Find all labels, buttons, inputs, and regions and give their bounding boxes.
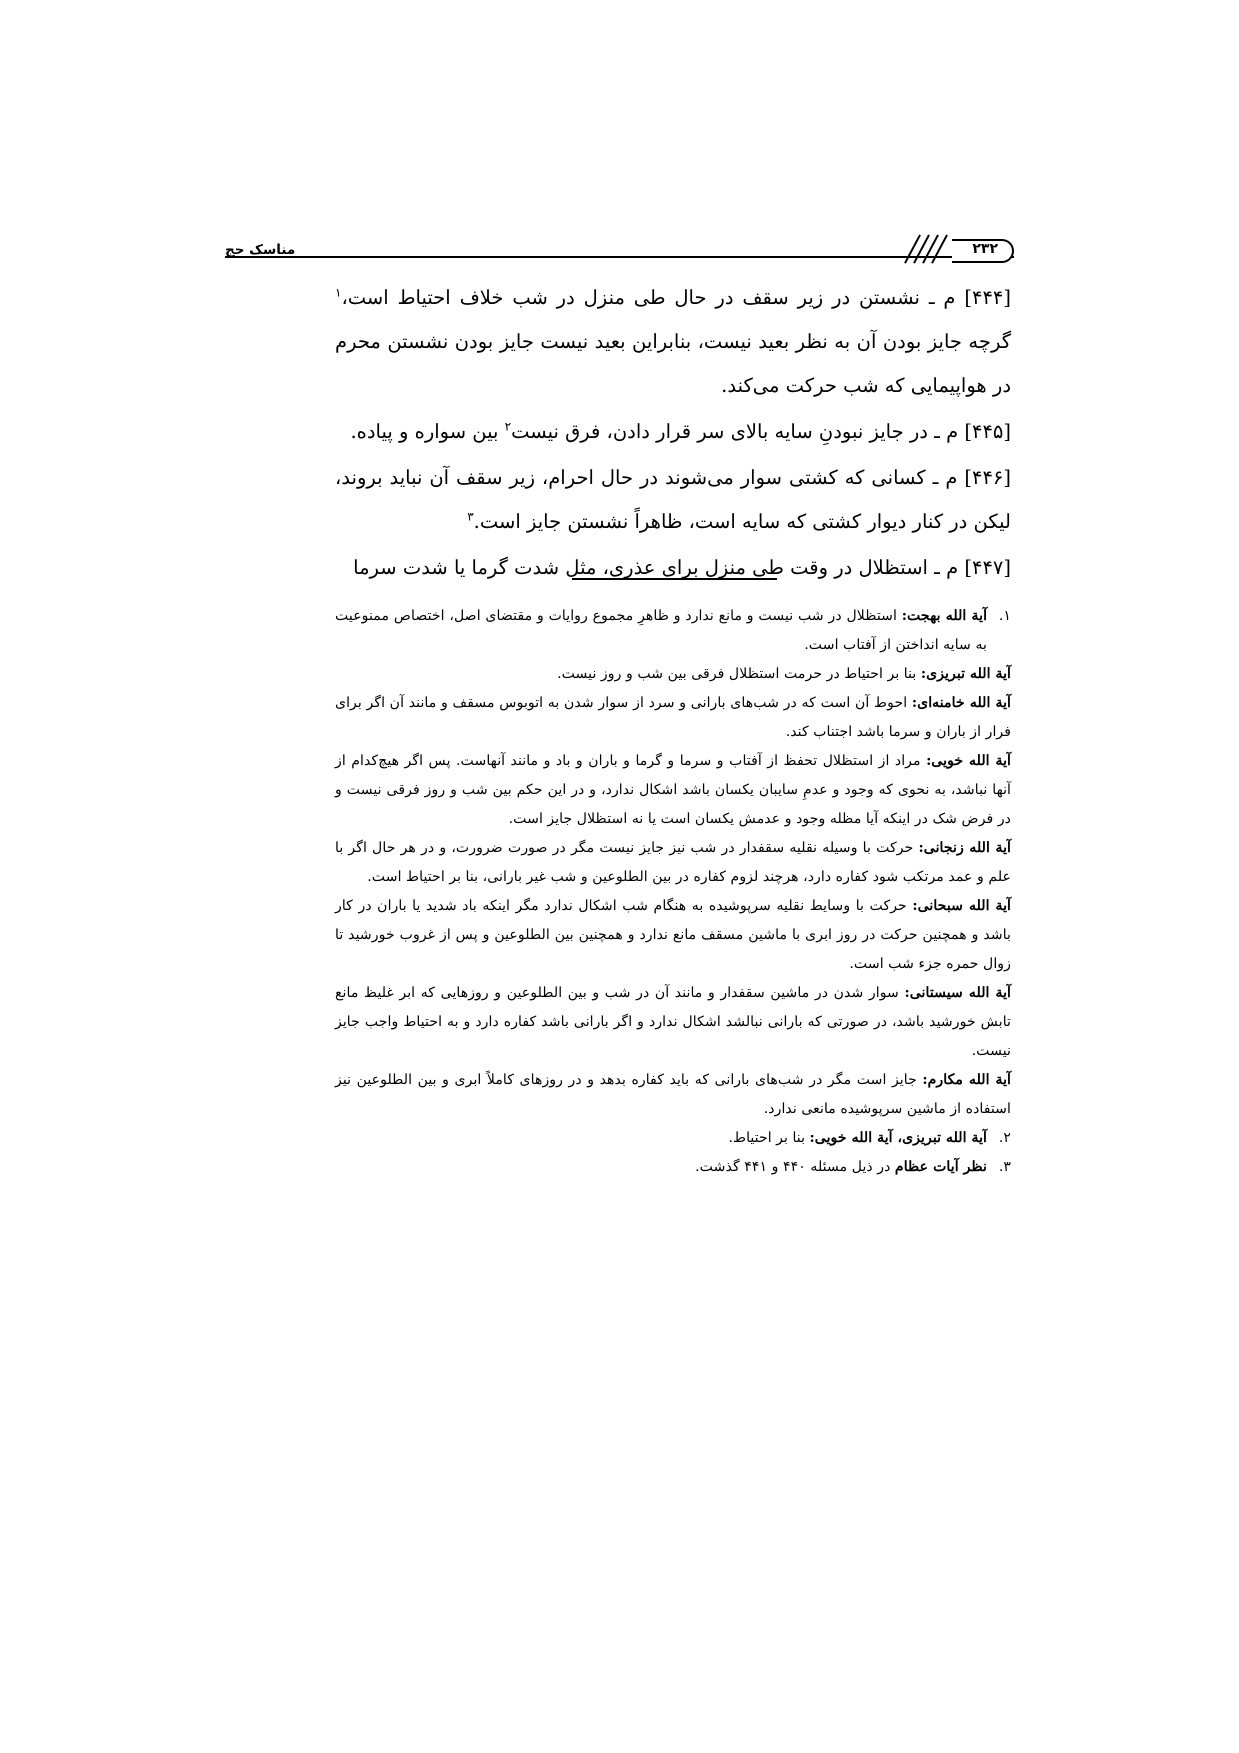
authority-bahjat-text: استظلال در شب نیست و مانع ندارد و ظاهرِ مجموع روایات و مقتضای اصل، اختصاص ممنوعیت به سایه انداختن از آفتاب است.: [335, 608, 987, 653]
ruling-number: [۴۴۷]: [964, 556, 1011, 579]
authority-makarem: آیة الله مکارم:: [922, 1072, 1011, 1088]
footnote-ref-2[interactable]: ۲: [504, 419, 512, 434]
ruling-dash: ـ: [928, 286, 935, 309]
authority-tabrizi-text: بنا بر احتیاط در حرمت استظلال فرقی بین شب و روز نیست.: [557, 666, 917, 682]
ruling-marker: م: [943, 286, 956, 309]
body-text: [335, 276, 1011, 590]
footnote-3: [335, 1153, 1011, 1182]
authority-zanjani-text: حرکت با وسیله نقلیه سقفدار در شب نیز جایز نیست مگر در صورت ضرورت، و در هر حال اگر با علم و عمد مرتکب شود کفاره دارد، هرچند لزوم کفاره در بین الطلوعین و شب غیر بارانی، بنا بر احتیاط است.: [335, 840, 1011, 885]
ruling-marker: م: [946, 556, 959, 579]
authority-tabrizi: آیة الله تبریزی:: [920, 666, 1011, 682]
header-rule: [225, 256, 1014, 258]
ruling-text: کسانی که کشتی سوار می‌شوند در حال احرام، زیر سقف آن نباید بروند، لیکن در کنار دیوار کشتی که سایه است، ظاهراً نشستن جایز است.: [335, 466, 1011, 533]
authority-khoei: آیة الله خویی:: [926, 753, 1011, 769]
ruling-marker: م: [946, 420, 959, 443]
authority-ayat-ezam: نظر آیات عظام: [894, 1159, 987, 1175]
footnote-body: [335, 1153, 987, 1182]
authority-khoei-text: مراد از استظلال تحفظ از آفتاب و سرما و گرما و باران و باد و مانند آنهاست. پس اگر هیچ‌کدام از آنها نباشد، به نحوی که وجود و عدمِ سایبان یکسان باشد اشکال ندارد، و در این حکم بین شب و روز فرقی نیست و در فرض شک در اینکه آیا مظله وجود و عدمش یکسان است یا نه استظلال جایز است.: [335, 753, 1011, 827]
ruling-444: [335, 276, 1011, 408]
footnote-marker: ۲.: [998, 1130, 1011, 1146]
ruling-dash: ـ: [934, 420, 940, 443]
footnote-1-entry-khamenei: [335, 689, 1011, 747]
authority-sobhani: آیة الله سبحانی:: [912, 898, 1011, 914]
authority-ayat-ezam-text: در ذیل مسئله ۴۴۰ و ۴۴۱ گذشت.: [695, 1159, 891, 1175]
authority-makarem-text: جایز است مگر در شب‌های بارانی که باید کفاره بدهد و در روزهای کاملاً ابری و بین الطلوعین نیز استفاده از ماشین سرپوشیده مانعی ندارد.: [335, 1072, 1011, 1117]
authority-sistani: آیة الله سیستانی:: [904, 985, 1011, 1001]
footnote-ref-3[interactable]: ۳: [467, 509, 474, 524]
footnotes: [335, 602, 1011, 1182]
footnote-2: [335, 1124, 1011, 1153]
ruling-number: [۴۴۴]: [964, 286, 1011, 309]
ruling-marker: م: [945, 466, 958, 489]
authority-sobhani-text: حرکت با وسایط نقلیه سرپوشیده به هنگام شب اشکال ندارد مگر اینکه باد شدید یا باران در کار باشد و همچنین حرکت در روز ابری با ماشین مسقف مانع ندارد و همچنین بین الطلوعین و پس از غروب خورشید تا زوال حمره جزء شب است.: [335, 898, 1011, 972]
ruling-continuation: بین سواره و پیاده.: [350, 420, 499, 443]
ruling-447: [335, 546, 1011, 590]
ruling-number: [۴۴۶]: [964, 466, 1012, 489]
authority-khamenei-text: احوط آن است که در شب‌های بارانی و سرد از سوار شدن به اتوبوس مسقف و مانند آن اگر برای فرار از باران و سرما باشد اجتناب کند.: [335, 695, 1011, 740]
authority-sistani-text: سوار شدن در ماشین سقفدار و مانند آن در شب و بین الطلوعین و روزهایی که ابر غلیظ مانع تابش خورشید باشد، در صورتی که بارانی نبالشد اشکال ندارد و اگر بارانی باشد کفاره دارد و به احتیاط واجب جایز نیست.: [335, 985, 1011, 1059]
ruling-text: نشستن در زیر سقف در حال طی منزل در شب خلاف احتیاط است،: [341, 286, 920, 309]
footnote-marker: ۱.: [998, 608, 1011, 624]
footnote-ref-1[interactable]: ۱: [335, 285, 342, 300]
ruling-number: [۴۴۵]: [964, 420, 1011, 443]
ruling-446: [335, 456, 1011, 544]
ruling-dash: ـ: [932, 466, 939, 489]
ruling-dash: ـ: [934, 556, 940, 579]
book-title: مناسک حج: [225, 242, 296, 258]
footnote-body: [335, 602, 987, 660]
ruling-continuation: گرچه جایز بودن آن به نظر بعید نیست، بنابراین بعید نیست جایز بودن نشستن محرم در هواپیمایی که شب حرکت می‌کند.: [335, 330, 1011, 397]
authority-bahjat: آیة الله بهجت:: [901, 608, 988, 624]
footnote-1-entry-sobhani: [335, 892, 1011, 979]
folio-slash-ornament-icon: [912, 238, 952, 264]
footnote-1-entry-makarem: [335, 1066, 1011, 1124]
ruling-text: در جایز نبودنِ سایه بالای سر قرار دادن، فرق نیست: [511, 420, 928, 443]
page-number: ۲۳۲: [952, 239, 1014, 262]
footnote-1: [335, 602, 1011, 660]
authority-tabrizi-khoei: آیة الله تبریزی، آیة الله خویی:: [809, 1130, 987, 1146]
authority-tabrizi-khoei-text: بنا بر احتیاط.: [728, 1130, 806, 1146]
footnote-body: [335, 1124, 987, 1153]
footnote-1-entry-zanjani: [335, 834, 1011, 892]
ruling-445: [335, 410, 1011, 454]
footnote-1-entry-sistani: [335, 979, 1011, 1066]
footnote-separator: [572, 578, 777, 580]
footnote-1-entry-khoei: [335, 747, 1011, 834]
footnote-marker: ۳.: [998, 1159, 1011, 1175]
folio: [914, 238, 1014, 264]
authority-khamenei: آیة الله خامنه‌ای:: [911, 695, 1012, 711]
authority-zanjani: آیة الله زنجانی:: [918, 840, 1011, 856]
footnote-1-entry-tabrizi: [335, 660, 1011, 689]
ruling-text: استظلال در وقت طی منزل برای عذری، مثل شدت گرما یا شدت سرما: [353, 556, 928, 579]
page-header: [225, 228, 1014, 262]
